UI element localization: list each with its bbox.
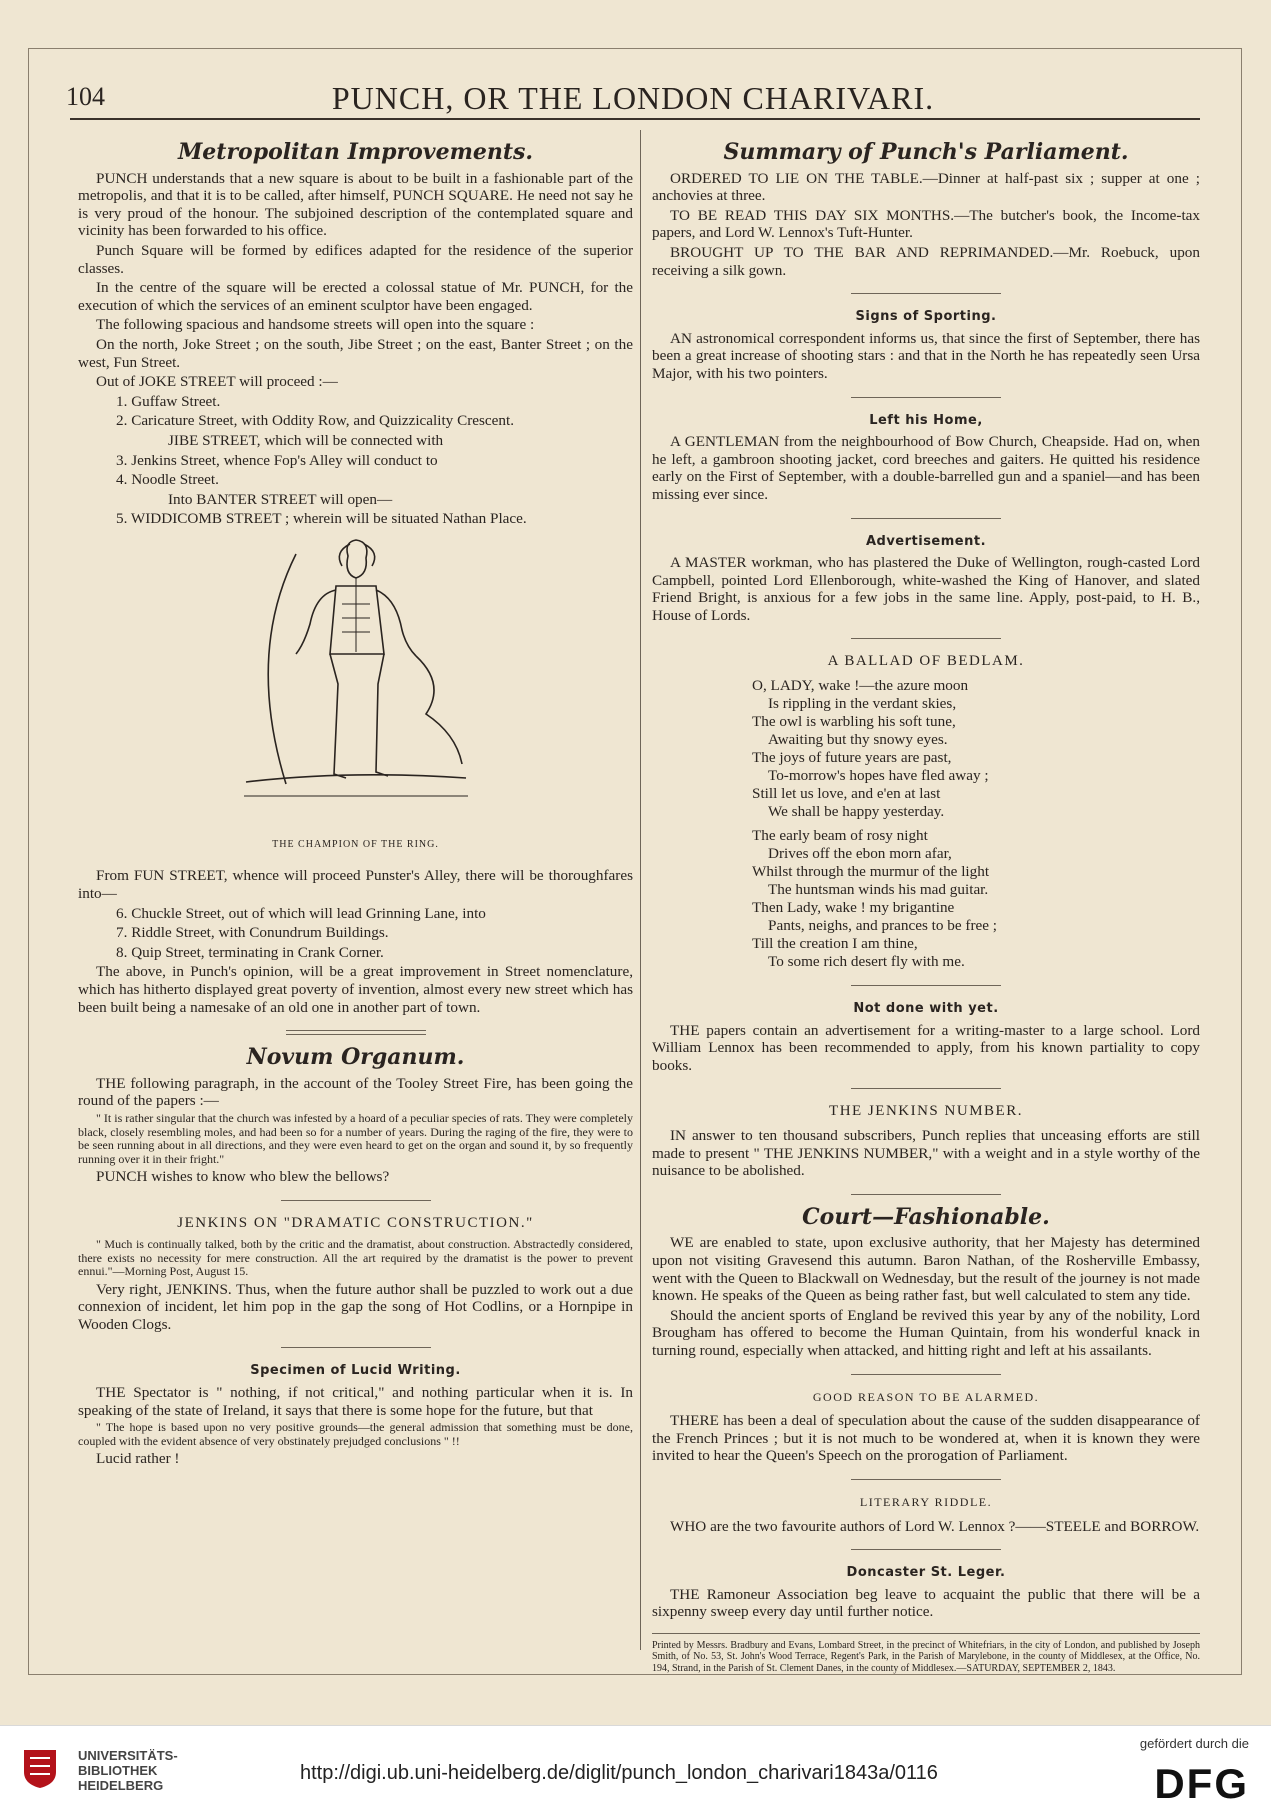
list-subhead: JIBE STREET, which will be connected with (168, 431, 444, 449)
paragraph: Out of JOKE STREET will proceed :— (96, 373, 338, 391)
article-title: Not done with yet. (853, 1001, 999, 1017)
paragraph: THE Ramoneur Association beg leave to acquaint the public that there will be a sixpenny sweep every day until further notice. (652, 1585, 1200, 1621)
section-rule (851, 1549, 1001, 1550)
article-title: Signs of Sporting. (855, 309, 997, 325)
column-divider (640, 130, 641, 1650)
paragraph: The following spacious and handsome streets will open into the square : (96, 316, 535, 334)
funding-note: gefördert durch die (1139, 1736, 1249, 1751)
paragraph: Should the ancient sports of England be revived this year by any of the nobility, Lord Brougham has offered to become the Human Quintain, from his wonderful knack in turning round, especially when attacked, and hitting right and left at his assailants. (652, 1306, 1200, 1359)
quotation: " It is rather singular that the church was infested by a hoard of a peculiar species of rats. They were completely black, closely resembling moles, and had been so for a number of years. During the raging of the fire, they were to be seen running about in all directions, and they were even heard to get on the organ and sound it, by so frequently running over it in their fright." (78, 1111, 633, 1166)
paragraph: On the north, Joke Street ; on the south, Jibe Street ; on the east, Banter Street ; on the west, Fun Street. (78, 335, 633, 371)
section-rule (851, 397, 1001, 398)
page-number: 104 (66, 82, 105, 111)
paragraph: ORDERED TO LIE ON THE TABLE.—Dinner at half-past six ; supper at one ; anchovies at three. (652, 169, 1200, 205)
printer-imprint: Printed by Messrs. Bradbury and Evans, Lombard Street, in the precinct of Whitefriars, in the city of London, and published by Joseph Smith, of No. 53, St. John's Wood Terrace, Regent's Park, in the Parish of Marylebone, in the county of Middlesex, at the Office, No. 194, Strand, in the Parish of St. Clement Danes, in the county of Middlesex.—SATURDAY, SEPTEMBER 2, 1843. (652, 1633, 1200, 1675)
list-item: 5. WIDDICOMB STREET ; wherein will be situated Nathan Place. (116, 510, 527, 528)
paragraph: In the centre of the square will be erected a colossal statue of Mr. PUNCH, for the execution of which the services of an eminent sculptor have been engaged. (78, 279, 633, 314)
verse-line: The owl is warbling his soft tune, (752, 713, 956, 731)
article-title: Left his Home, (869, 412, 983, 428)
article-title: Metropolitan Improvements. (177, 139, 534, 165)
section-rule (851, 1479, 1001, 1480)
list-subhead: Into BANTER STREET will open— (168, 490, 393, 508)
list-item: 4. Noodle Street. (116, 471, 219, 489)
header-rule (70, 118, 1200, 120)
paragraph: Lucid rather ! (96, 1450, 180, 1468)
verse-line: Awaiting but thy snowy eyes. (768, 731, 948, 749)
verse-line: Then Lady, wake ! my brigantine (752, 899, 955, 917)
section-rule (851, 638, 1001, 639)
paragraph: The above, in Punch's opinion, will be a great improvement in Street nomenclature, which has hitherto displayed great poverty of invention, almost every new street which has been built being a namesake of an old one in another part of town. (78, 963, 633, 1016)
running-header (58, 70, 1208, 120)
poem-title: A BALLAD OF BEDLAM. (827, 653, 1025, 670)
verse-line: Still let us love, and e'en at last (752, 785, 941, 803)
quotation: " The hope is based upon no very positive grounds—the general admission that something must be done, coupled with the evident absence of very obstinately prejudged conclusions " !! (78, 1420, 633, 1448)
figure-caption: THE CHAMPION OF THE RING. (272, 838, 439, 850)
article-title: LITERARY RIDDLE. (859, 1494, 993, 1509)
university-library-logo-icon (20, 1746, 60, 1790)
article-title: JENKINS ON "DRAMATIC CONSTRUCTION." (177, 1214, 534, 1231)
logo-line: BIBLIOTHEK (78, 1763, 158, 1778)
paragraph: THE papers contain an advertisement for a writing-master to a large school. Lord William Lennox has been recommended to apply, from his known partiality to copy books. (652, 1021, 1200, 1074)
paragraph: WE are enabled to state, upon exclusive authority, that her Majesty has determined upon not visiting Gravesend this autumn. Baron Nathan, of the Rosherville Embassy, went with the Queen to Blackwall on Wednesday, but the result of the journey is not made known. He speaks of the Queen as being rather fast, but well calculated to stem any tide. (652, 1234, 1200, 1305)
section-rule (851, 1374, 1001, 1375)
verse-line: To some rich desert fly with me. (768, 953, 965, 971)
paragraph: WHO are the two favourite authors of Lord W. Lennox ?——STEELE and BORROW. (670, 1517, 1200, 1535)
paragraph: THE following paragraph, in the account of the Tooley Street Fire, has been going the round of the papers :— (78, 1074, 633, 1110)
verse-line: O, LADY, wake !—the azure moon (752, 677, 969, 695)
list-item: 7. Riddle Street, with Conundrum Buildings. (116, 924, 389, 942)
verse-line: Pants, neighs, and prances to be free ; (768, 917, 998, 935)
verse-line: We shall be happy yesterday. (768, 803, 945, 821)
quotation: " Much is continually talked, both by the critic and the dramatist, about construction. Abstractedly considered, there exists no necessity for mere construction. All the art required by the dramatist is the power to prevent ennui."—Morning Post, August 15. (78, 1237, 633, 1279)
paragraph: PUNCH understands that a new square is about to be built in a fashionable part of the metropolis, and that it is to be called, after himself, PUNCH SQUARE. He need not say he is very proud of the honour. The subjoined description of the contemplated square and vicinity has been forwarded to his office. (78, 169, 633, 240)
article-title: Summary of Punch's Parliament. (723, 139, 1129, 165)
article-title: Advertisement. (865, 533, 987, 549)
paragraph: THE Spectator is " nothing, if not critical," and nothing particular when it is. In speaking of the state of Ireland, it says that there is some hope for the future, but that (78, 1384, 633, 1419)
article-title: Doncaster St. Leger. (846, 1565, 1006, 1581)
publication-title: PUNCH, OR THE LONDON CHARIVARI. (331, 80, 935, 116)
section-rule (851, 293, 1001, 294)
list-item: 1. Guffaw Street. (116, 392, 221, 410)
library-footer (0, 1725, 1271, 1816)
section-double-rule (286, 1030, 426, 1035)
paragraph: A GENTLEMAN from the neighbourhood of Bow Church, Cheapside. Had on, when he left, a gambroon shooting jacket, cord breeches and gaiters. He quitted his residence early on the First of September, with a double-barrelled gun and a spaniel—and has been missing ever since. (652, 433, 1200, 503)
paragraph: BROUGHT UP TO THE BAR AND REPRIMANDED.—Mr. Roebuck, upon receiving a silk gown. (652, 243, 1200, 279)
article-title: Novum Organum. (246, 1044, 465, 1071)
champion-illustration (226, 534, 486, 834)
section-rule (851, 518, 1001, 519)
list-item: 2. Caricature Street, with Oddity Row, and Quizzicality Crescent. (116, 412, 514, 430)
poem-stanza (652, 677, 1200, 821)
list-item: 6. Chuckle Street, out of which will lead Grinning Lane, into (116, 904, 486, 922)
verse-line: Drives off the ebon morn afar, (768, 845, 952, 863)
source-url-link[interactable]: http://digi.ub.uni-heidelberg.de/diglit/punch_london_charivari1843a/0116 (300, 1762, 938, 1784)
verse-line: Whilst through the murmur of the light (752, 863, 990, 881)
dfg-logo: DFG (1154, 1760, 1249, 1807)
right-column (652, 132, 1200, 1676)
paragraph: AN astronomical correspondent informs us, that since the first of September, there has been a great increase of shooting stars : and that in the North he has repeatedly seen Ursa Major, with his two pointers. (652, 329, 1200, 382)
paragraph: IN answer to ten thousand subscribers, Punch replies that unceasing efforts are still made to present " THE JENKINS NUMBER," with a weight and in a style worthy of the nuisance to be abolished. (652, 1127, 1200, 1180)
left-column (78, 132, 633, 1470)
paragraph: Very right, JENKINS. Thus, when the future author shall be puzzled to work out a due connexion of incident, let him pop in the gap the song of Hot Codlins, or a Hornpipe in Wooden Clogs. (78, 1280, 633, 1333)
logo-line: HEIDELBERG (78, 1778, 164, 1793)
section-rule (851, 1088, 1001, 1089)
verse-line: The joys of future years are past, (752, 749, 952, 767)
paragraph: A MASTER workman, who has plastered the Duke of Wellington, rough-casted Lord Campbell, pointed Lord Ellenborough, white-washed the King of Hanover, and slated Friend Bright, is anxious for a few jobs in the same line. Apply, post-paid, to H. B., House of Lords. (652, 554, 1200, 624)
logo-line: UNIVERSITÄTS- (78, 1748, 178, 1763)
verse-line: The huntsman winds his mad guitar. (768, 881, 989, 899)
list-item: 3. Jenkins Street, whence Fop's Alley will conduct to (116, 451, 438, 469)
section-rule (281, 1347, 431, 1348)
article-title: Specimen of Lucid Writing. (250, 1363, 461, 1379)
verse-line: Is rippling in the verdant skies, (768, 695, 957, 713)
article-title: THE JENKINS NUMBER. (829, 1103, 1023, 1120)
paragraph: PUNCH wishes to know who blew the bellows? (96, 1168, 390, 1185)
section-rule (851, 985, 1001, 986)
list-item: 8. Quip Street, terminating in Crank Corner. (116, 943, 384, 961)
poem-stanza (652, 827, 1200, 971)
verse-line: To-morrow's hopes have fled away ; (768, 767, 989, 785)
paragraph: Punch Square will be formed by edifices adapted for the residence of the superior classes. (78, 241, 633, 277)
paragraph: TO BE READ THIS DAY SIX MONTHS.—The butcher's book, the Income-tax papers, and Lord W. Lennox's Tuft-Hunter. (652, 206, 1200, 242)
section-rule (281, 1200, 431, 1201)
verse-line: The early beam of rosy night (752, 827, 928, 845)
university-library-name (78, 1748, 178, 1793)
paragraph: From FUN STREET, whence will proceed Punster's Alley, there will be thoroughfares into— (78, 867, 633, 903)
article-title: Court—Fashionable. (802, 1203, 1050, 1230)
paragraph: THERE has been a deal of speculation about the cause of the sudden disappearance of the French Princes ; but it is not much to be wondered at, when it is known they were invited to hear the Queen's Speech on the prorogation of Parliament. (652, 1412, 1200, 1465)
article-title: GOOD REASON TO BE ALARMED. (812, 1389, 1040, 1404)
verse-line: Till the creation I am thine, (752, 935, 918, 953)
section-rule (851, 1194, 1001, 1195)
